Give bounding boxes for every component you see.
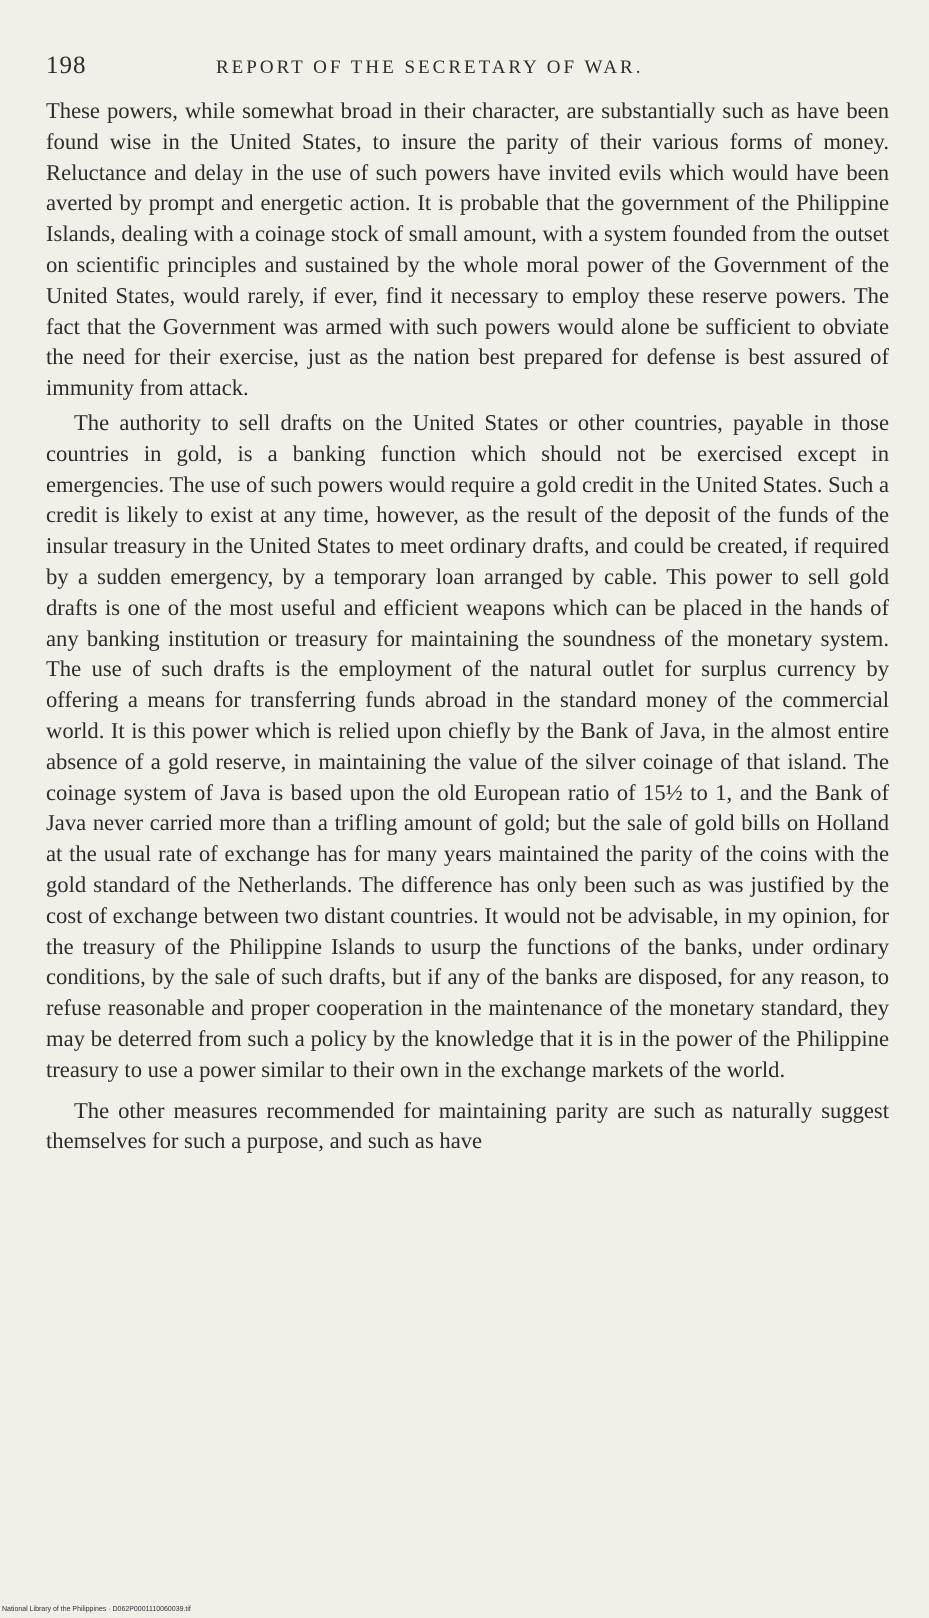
paragraph-2: The authority to sell drafts on the United States or other countries, payable in those countries in gold, is a banking function which should not be exercised except in emergencies. The use of such powers would require a gold credit in the United States. Such a credit is likely to exist at any time, however, as the result of the deposit of the funds of the insular treasury in the United States to meet ordinary drafts, and could be created, if required by a sudden emergency, by a temporary loan arranged by cable. This power to sell gold drafts is one of the most useful and efficient weapons which can be placed in the hands of any banking institution or treasury for maintaining the soundness of the monetary system. The use of such drafts is the employment of the natural outlet for surplus currency by offering a means for transferring funds abroad in the standard money of the commercial world. It is this power which is relied upon chiefly by the Bank of Java, in the almost entire absence of a gold reserve, in maintaining the value of the silver coinage of that island. The coinage system of Java is based upon the old European ratio of 15½ to 1, and the Bank of Java never carried more than a trifling amount of gold; but the sale of gold bills on Holland at the usual rate of exchange has for many years maintained the parity of the coins with the gold standard of the Netherlands. The difference has only been such as was justified by the cost of exchange between two distant countries. It would not be advisable, in my opinion, for the treasury of the Philippine Islands to usurp the functions of the banks, under ordinary conditions, by the sale of such drafts, but if any of the banks are disposed, for any reason, to refuse reasonable and proper cooperation in the maintenance of the monetary standard, they may be deterred from such a policy by the knowledge that it is in the power of the Philippine treasury to use a power similar to their own in the exchange markets of the world. [46, 409, 889, 1082]
running-head-title: REPORT OF THE SECRETARY OF WAR. [216, 57, 644, 78]
running-head [46, 52, 889, 88]
scan-credit: National Library of the Philippines · D062P0001110060039.tif [2, 1606, 191, 1613]
paragraph-1: These powers, while somewhat broad in their character, are substantially such as have been found wise in the United States, to insure the parity of their various forms of money. Reluctance and delay in the use of such powers have invited evils which would have been averted by prompt and energetic action. It is probable that the government of the Philippine Islands, dealing with a coinage stock of small amount, with a system founded from the outset on scientific principles and sustained by the whole moral power of the Government of the United States, would rarely, if ever, find it necessary to employ these reserve powers. The fact that the Government was armed with such powers would alone be sufficient to obviate the need for their exercise, just as the nation best prepared for defense is best assured of immunity from attack. [46, 98, 889, 401]
document-page [46, 52, 889, 1161]
paragraph-3: The other measures recommended for maintaining parity are such as naturally suggest themselves for such a purpose, and such as have [46, 1097, 889, 1154]
page-number: 198 [46, 52, 87, 79]
